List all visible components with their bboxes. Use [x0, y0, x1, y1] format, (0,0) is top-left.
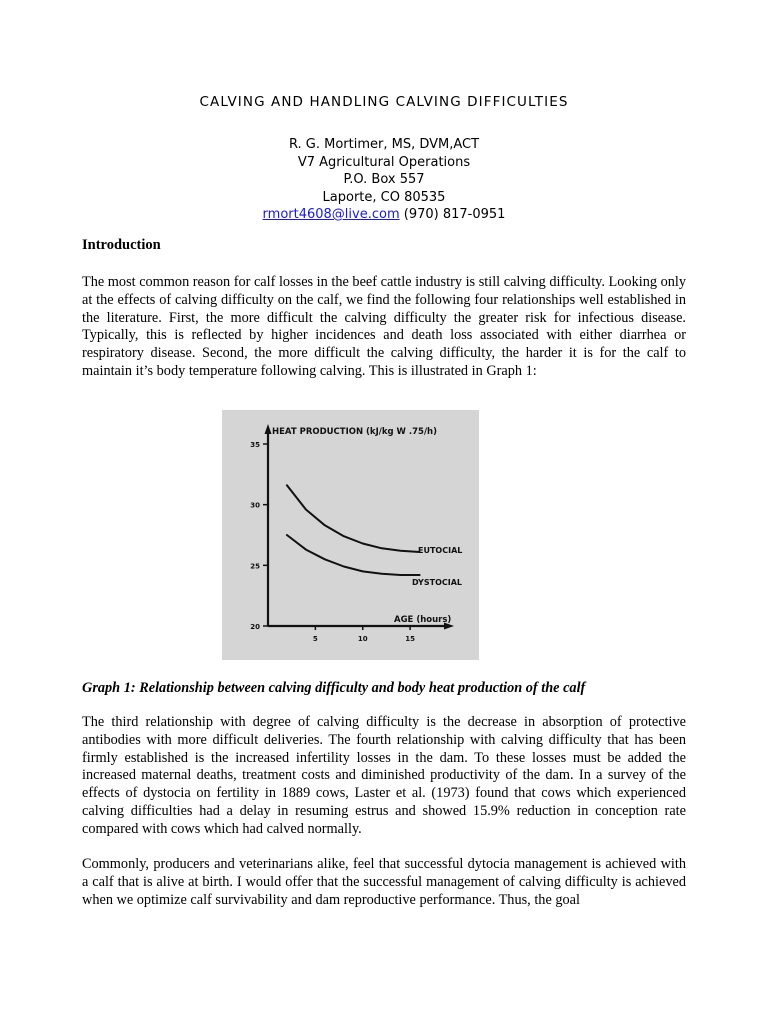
x-tick-label-15: 15: [405, 635, 415, 643]
y-tick-label-25: 25: [250, 562, 260, 571]
paragraph-2: The third relationship with degree of calving difficulty is the decrease in absorption of protective antibodies with more difficult deliveries. The fourth relationship with calving difficulty that has been firmly established is the increased infertility losses in the dam. To these losses must be added the increased maternal deaths, treatment costs and diminished productivity of the dam. In a survey of the effects of dystocia on fertility in 1889 cows, Laster et al. (1973) found that cows which experienced calving difficulties had a delay in resuming estrus and showed 15.9% reduction in conception rate compared with cows which had calved normally.: [82, 714, 686, 837]
author-name: R. G. Mortimer, MS, DVM,ACT: [288, 137, 480, 152]
author-phone: (970) 817-0951: [399, 207, 506, 222]
graph-1-caption: Graph 1: Relationship between calving difficulty and body heat production of the calf: [82, 680, 586, 696]
author-block: [0, 136, 768, 224]
author-city: Laporte, CO 80535: [322, 189, 446, 205]
paragraph-1: The most common reason for calf losses in the beef cattle industry is still calving difficulty. Looking only at the effects of calving difficulty on the calf, we find the following four relationships well established in the literature. First, the more difficult the calving difficulty the greater risk for infectious disease. Typically, this is reflected by higher incidences and death loss associated with either diarrhea or respiratory disease. Second, the more difficult the calving difficulty, the harder it is for the calf to maintain it’s body temperature following calving. This is illustrated in Graph 1:: [82, 274, 686, 379]
heat-production-chart: [222, 410, 479, 660]
graph-1-figure: [222, 410, 479, 660]
series-line-eutocial: [287, 485, 420, 552]
y-axis-arrow-icon: [265, 424, 272, 434]
y-tick-label-20: 20: [250, 623, 260, 631]
paragraph-3: Commonly, producers and veterinarians alike, feel that successful dytocia management is achieved with a calf that is alive at birth. I would offer that the successful management of calving difficulty is achieved when we optimize calf survivability and dam reproductive performance. Thus, the goal: [82, 856, 686, 908]
introduction-heading: Introduction: [82, 237, 161, 253]
y-axis-label: HEAT PRODUCTION (kJ/kg W .75/h): [272, 427, 437, 437]
author-organization: V7 Agricultural Operations: [297, 154, 471, 170]
y-tick-label-30: 30: [250, 501, 260, 510]
chart-axes: [265, 424, 455, 630]
author-contact: [0, 206, 768, 224]
x-tick-label-5: 5: [312, 635, 318, 643]
author-po-box: P.O. Box 557: [343, 172, 425, 187]
x-tick-label-10: 10: [357, 635, 368, 643]
series-label-dystocial: DYSTOCIAL: [412, 578, 463, 587]
x-axis-label: AGE (hours): [394, 615, 452, 625]
author-email-link[interactable]: rmort4608@live.com: [262, 207, 400, 222]
y-tick-label-35: 35: [250, 441, 260, 449]
document-title: CALVING AND HANDLING CALVING DIFFICULTIES: [199, 94, 569, 110]
series-line-dystocial: [287, 535, 420, 575]
series-label-eutocial: EUTOCIAL: [418, 546, 463, 555]
